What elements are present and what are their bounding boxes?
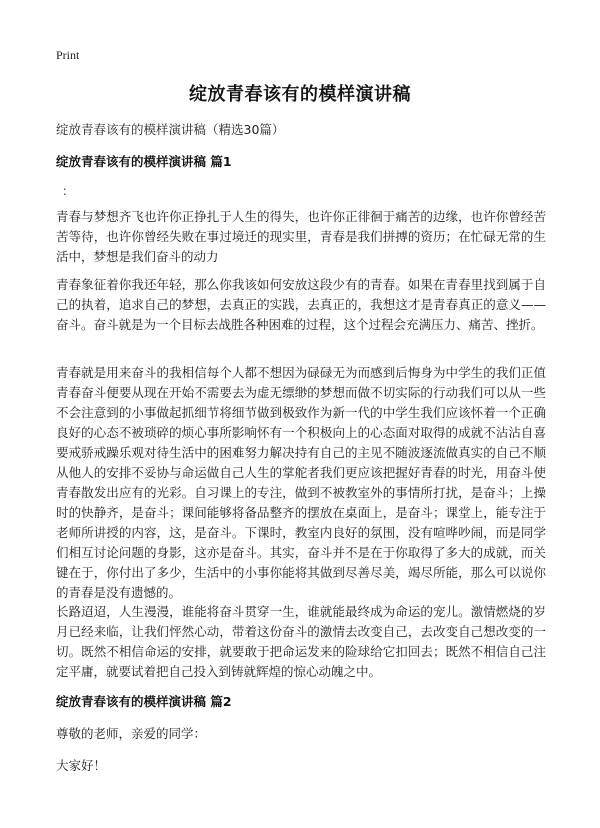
document-title: 绽放青春该有的模样演讲稿: [189, 84, 411, 105]
print-link[interactable]: Print: [56, 48, 80, 62]
section-2-salutation: 大家好！: [56, 758, 107, 773]
document-subtitle: 绽放青春该有的模样演讲稿（精选30篇）: [56, 122, 285, 137]
section-2-greeting: 尊敬的老师，亲爱的同学：: [56, 726, 207, 741]
section-1-heading: 绽放青春该有的模样演讲稿 篇1: [56, 154, 232, 169]
section-1-paragraph-1: 青春与梦想齐飞也许你正挣扎于人生的得失，也许你正徘徊于痛苦的边缘，也许你曾经苦苦等待，也许你曾经失败在事过境迁的现实里，青春是我们拼搏的资历；在忙碌无常的生活中，梦想是我们奋斗的动力: [56, 209, 546, 264]
section-1-paragraph-3: 青春就是用来奋斗的我相信每个人都不想因为碌碌无为而感到后悔身为中学生的我们正值青春奋斗便要从现在开始不需要去为虚无缥缈的梦想而做不切实际的行动我们可以从一些不会注意到的小事做起抓细节将细节做到极致作为新一代的中学生我们应该怀着一个正确良好的心态不被琐碎的烦心事所影响怀有一个积极向上的心态面对取得的成就不沾沾自喜要戒骄戒躁乐观对待生活中的困难努力解决持有自己的主见不随波逐流做真实的自己不顺从他人的安排不妥协与命运做自己人生的掌舵者我们更应该把握好青春的时光，用奋斗使青春散发出应有的光彩。自习课上的专注，做到不被教室外的事情所打扰，是奋斗；上操时的快静齐，是奋斗；课间能够将备品整齐的摆放在桌面上，是奋斗；课堂上，能专注于老师所讲授的内容，这，是奋斗。下课时，教室内良好的氛围，没有喧哗吵闹，而是同学们相互讨论问题的身影，这亦是奋斗。其实，奋斗并不是在于你取得了多大的成就，而关键在于，你付出了多少，生活中的小事你能将其做到尽善尽美，竭尽所能，那么可以说你的青春是没有遗憾的。: [56, 365, 546, 600]
section-1-paragraph-4: 长路迢迢，人生漫漫，谁能将奋斗贯穿一生，谁就能最终成为命运的宠儿。激情燃烧的岁月已经来临，让我们怦然心动，带着这份奋斗的激情去改变自己，去改变自己想改变的一切。既然不相信命运的安排，就要敢于把命运发来的险球给它扣回去；既然不相信自己注定平庸，就要试着把自己投入到铸就辉煌的惊心动魄之中。: [56, 604, 546, 679]
section-1-bullet: ：: [62, 184, 75, 198]
section-2-heading: 绽放青春该有的模样演讲稿 篇2: [56, 694, 232, 709]
section-1-paragraph-2: 青春象征着你我还年轻，那么你我该如何安放这段少有的青春。如果在青春里找到属于自己的执着，追求自己的梦想，去真正的实践，去真正的，我想这才是青春真正的意义——奋斗。奋斗就是为一个目标去战胜各种困难的过程，这个过程会充满压力、痛苦、挫折。: [56, 277, 546, 332]
